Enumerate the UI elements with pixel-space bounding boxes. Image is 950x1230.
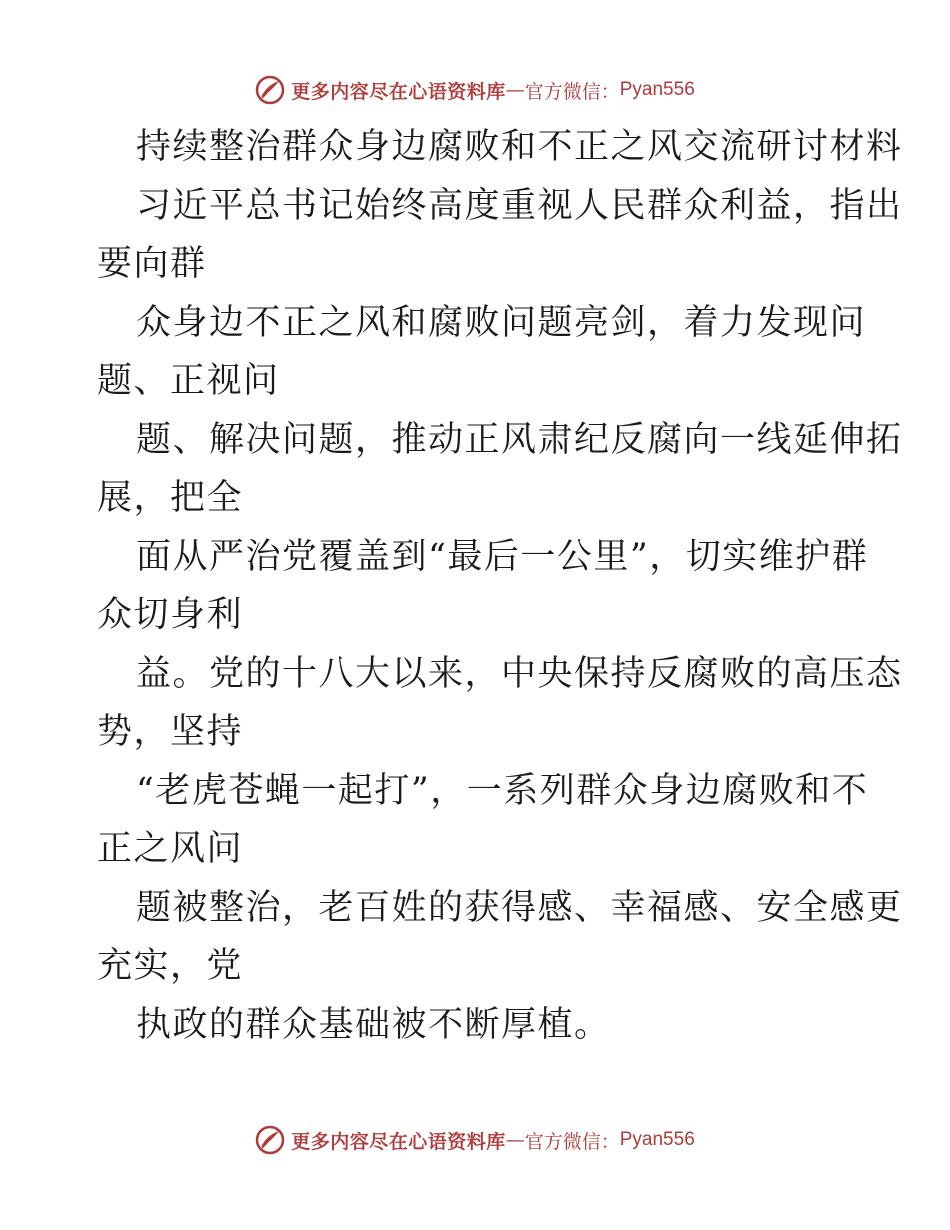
paragraph-line: 面从严治党覆盖到“最后一公里”，切实维护群 — [136, 537, 869, 577]
paragraph-line: 势，坚持 — [97, 712, 244, 752]
paragraph-line: 要向群 — [97, 244, 207, 284]
paragraph-line: 题被整治，老百姓的获得感、幸福感、安全感更 — [136, 888, 903, 928]
header-banner — [0, 70, 950, 110]
paragraph-line: “老虎苍蝇一起打”，一系列群众身边腐败和不 — [136, 771, 869, 811]
footer-banner — [0, 1120, 950, 1160]
header-separator: — — [505, 79, 525, 101]
header-wechat-label: 官方微信： — [524, 80, 620, 103]
quill-logo-icon — [255, 75, 285, 105]
quill-logo-icon — [255, 1125, 285, 1155]
header-brand-text: 更多内容尽在心语资料库 — [291, 80, 506, 103]
paragraph-line: 习近平总书记始终高度重视人民群众利益，指出 — [136, 186, 903, 226]
document-title: 持续整治群众身边腐败和不正之风交流研讨材料 — [136, 127, 903, 167]
paragraph-line: 益。党的十八大以来，中央保持反腐败的高压态 — [136, 654, 903, 694]
paragraph-line: 题、解决问题，推动正风肃纪反腐向一线延伸拓 — [136, 420, 903, 460]
paragraph-line: 充实，党 — [97, 946, 244, 986]
footer-separator: — — [505, 1129, 525, 1151]
paragraph-line: 执政的群众基础被不断厚植。 — [136, 1005, 611, 1045]
paragraph-line: 展，把全 — [97, 478, 244, 518]
paragraph-line: 众切身利 — [97, 595, 244, 635]
paragraph-line: 题、正视问 — [97, 361, 280, 401]
footer-brand-text: 更多内容尽在心语资料库 — [291, 1130, 506, 1153]
footer-wechat-label: 官方微信： — [524, 1130, 620, 1153]
header-wechat-id: Pyan556 — [619, 79, 695, 100]
footer-wechat-id: Pyan556 — [619, 1129, 695, 1150]
paragraph-line: 众身边不正之风和腐败问题亮剑，着力发现问 — [136, 303, 867, 343]
paragraph-line: 正之风问 — [97, 829, 244, 869]
